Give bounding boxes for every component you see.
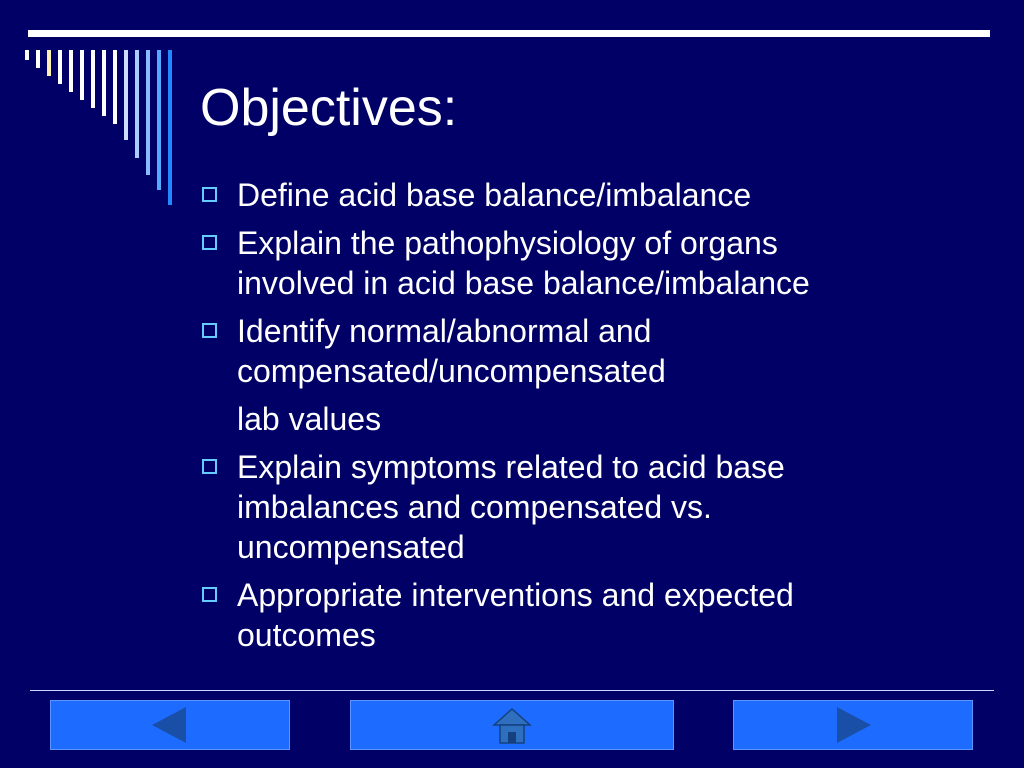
decorative-stripe (146, 50, 150, 175)
square-bullet-icon (202, 323, 217, 338)
bullet-continuation (200, 399, 920, 439)
decorative-stripe (168, 50, 172, 205)
left-arrow-icon (150, 705, 190, 745)
home-button[interactable] (350, 700, 674, 750)
bullet-line: Appropriate interventions and expected (237, 577, 794, 613)
square-bullet-icon (202, 459, 217, 474)
bullet-item (200, 447, 920, 567)
decorative-stripe (113, 50, 117, 124)
right-arrow-icon (833, 705, 873, 745)
slide-title: Objectives: (200, 79, 458, 137)
decorative-stripe (80, 50, 84, 100)
bullet-item (200, 223, 920, 303)
decorative-stripe (91, 50, 95, 108)
decorative-stripe (36, 50, 40, 68)
decorative-stripes (25, 50, 175, 210)
bullet-line: Explain symptoms related to acid base (237, 449, 785, 485)
decorative-stripe (157, 50, 161, 190)
bullet-line: involved in acid base balance/imbalance (237, 265, 810, 301)
objectives-list (200, 175, 920, 663)
bullet-line: outcomes (237, 617, 376, 653)
home-icon (492, 705, 532, 745)
square-bullet-icon (202, 235, 217, 250)
decorative-stripe (102, 50, 106, 116)
decorative-stripe (69, 50, 73, 92)
decorative-stripe (25, 50, 29, 60)
square-bullet-icon (202, 587, 217, 602)
previous-slide-button[interactable] (50, 700, 290, 750)
bullet-item (200, 175, 920, 215)
decorative-stripe (124, 50, 128, 140)
bullet-line: Explain the pathophysiology of organs (237, 225, 778, 261)
bullet-line: imbalances and compensated vs. (237, 489, 712, 525)
bullet-line: uncompensated (237, 529, 465, 565)
next-slide-button[interactable] (733, 700, 973, 750)
top-rule (28, 30, 990, 37)
bullet-line: lab values (237, 401, 382, 437)
decorative-stripe (58, 50, 62, 84)
decorative-stripe (47, 50, 51, 76)
bottom-rule (30, 690, 994, 691)
square-bullet-icon (202, 187, 217, 202)
decorative-stripe (135, 50, 139, 158)
bullet-item (200, 575, 920, 655)
bullet-item (200, 311, 920, 391)
bullet-line: compensated/uncompensated (237, 353, 666, 389)
bullet-line: Define acid base balance/imbalance (237, 177, 752, 213)
bullet-line: Identify normal/abnormal and (237, 313, 652, 349)
